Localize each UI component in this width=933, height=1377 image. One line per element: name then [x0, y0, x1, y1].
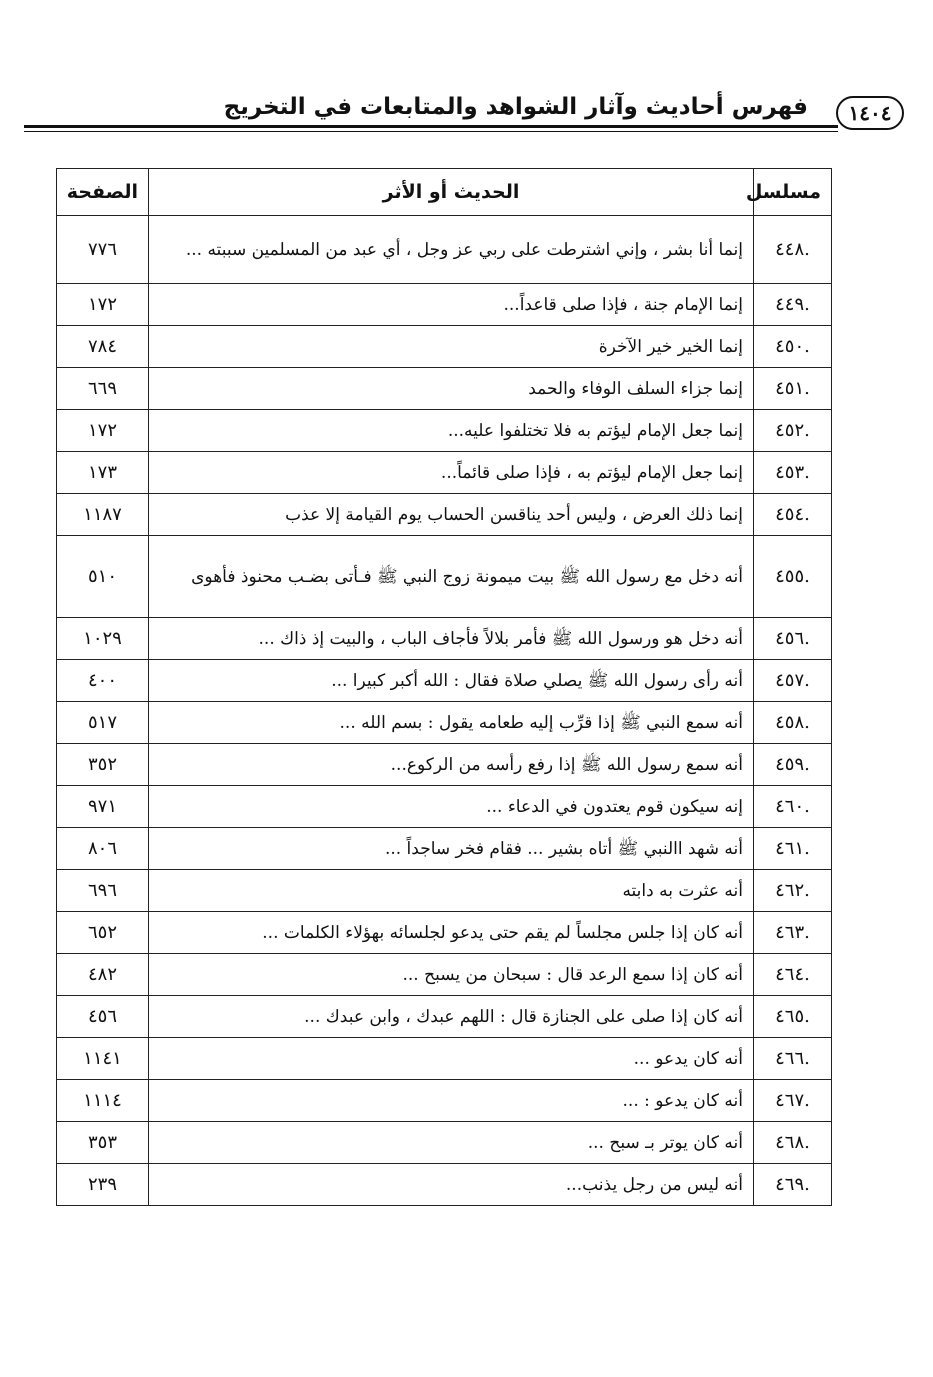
row-text: أنه كان إذا صلى على الجنازة قال : اللهم عبدك ، وابن عبدك ... — [149, 996, 754, 1038]
row-page: ٦٦٩ — [57, 368, 149, 410]
table-row — [57, 702, 832, 744]
row-text: أنه كان يدعو ... — [149, 1038, 754, 1080]
row-text: أنه سمع رسول الله ﷺ إذا رفع رأسه من الركوع... — [149, 744, 754, 786]
table-row — [57, 660, 832, 702]
row-serial: .٤٦٢ — [754, 870, 832, 912]
row-text: أنه سمع النبي ﷺ إذا قرِّب إليه طعامه يقول : بسم الله ... — [149, 702, 754, 744]
row-serial: .٤٦٦ — [754, 1038, 832, 1080]
row-page: ١١٨٧ — [57, 494, 149, 536]
row-page: ٣٥٣ — [57, 1122, 149, 1164]
table-row — [57, 452, 832, 494]
row-text: إنما الإمام جنة ، فإذا صلى قاعداً... — [149, 284, 754, 326]
row-page: ١٧٢ — [57, 410, 149, 452]
row-page: ٥١٠ — [57, 536, 149, 618]
row-text: أنه كان إذا جلس مجلساً لم يقم حتى يدعو لجلسائه بهؤلاء الكلمات ... — [149, 912, 754, 954]
header-rule-thin — [24, 131, 838, 132]
row-serial: .٤٥٥ — [754, 536, 832, 618]
row-serial: .٤٤٩ — [754, 284, 832, 326]
column-header-serial: مسلسل — [754, 169, 832, 216]
row-page: ٦٩٦ — [57, 870, 149, 912]
row-serial: .٤٥٩ — [754, 744, 832, 786]
row-text: أنه كان يدعو : ... — [149, 1080, 754, 1122]
table-row — [57, 1080, 832, 1122]
hadith-index-table — [56, 168, 832, 1206]
row-text: أنه رأى رسول الله ﷺ يصلي صلاة فقال : الله أكبر كبيرا ... — [149, 660, 754, 702]
row-page: ٨٠٦ — [57, 828, 149, 870]
page-number-badge: ١٤٠٤ — [836, 96, 904, 130]
table-row — [57, 912, 832, 954]
row-serial: .٤٥٧ — [754, 660, 832, 702]
row-serial: .٤٦٣ — [754, 912, 832, 954]
table-row — [57, 284, 832, 326]
row-page: ١٠٢٩ — [57, 618, 149, 660]
row-serial: .٤٦١ — [754, 828, 832, 870]
row-page: ٤٥٦ — [57, 996, 149, 1038]
page-title: فهرس أحاديث وآثار الشواهد والمتابعات في التخريج — [223, 94, 808, 120]
row-page: ٤٨٢ — [57, 954, 149, 996]
row-text: أنه ليس من رجل يذنب... — [149, 1164, 754, 1206]
row-page: ٤٠٠ — [57, 660, 149, 702]
row-serial: .٤٦٤ — [754, 954, 832, 996]
row-text: إنما الخير خير الآخرة — [149, 326, 754, 368]
table-row — [57, 216, 832, 284]
row-page: ٥١٧ — [57, 702, 149, 744]
row-serial: .٤٥٣ — [754, 452, 832, 494]
row-page: ٢٣٩ — [57, 1164, 149, 1206]
column-header-text: الحديث أو الأثر — [149, 169, 754, 216]
table-row — [57, 1122, 832, 1164]
row-page: ١٧٣ — [57, 452, 149, 494]
table-row — [57, 368, 832, 410]
table-body — [57, 216, 832, 1206]
row-serial: .٤٦٠ — [754, 786, 832, 828]
table-row — [57, 536, 832, 618]
table-row — [57, 870, 832, 912]
row-serial: .٤٦٨ — [754, 1122, 832, 1164]
table-row — [57, 1038, 832, 1080]
row-serial: .٤٥٢ — [754, 410, 832, 452]
row-serial: .٤٥٤ — [754, 494, 832, 536]
row-page: ٦٥٢ — [57, 912, 149, 954]
row-text: أنه دخل هو ورسول الله ﷺ فأمر بلالاً فأجاف الباب ، والبيت إذ ذاك ... — [149, 618, 754, 660]
table-row — [57, 410, 832, 452]
table-row — [57, 954, 832, 996]
row-page: ٧٧٦ — [57, 216, 149, 284]
row-text: إنما جعل الإمام ليؤتم به فلا تختلفوا عليه... — [149, 410, 754, 452]
table-row — [57, 744, 832, 786]
row-text: إنما ذلك العرض ، وليس أحد يناقسن الحساب يوم القيامة إلا عذب — [149, 494, 754, 536]
row-text: إنما جعل الإمام ليؤتم به ، فإذا صلى قائماً... — [149, 452, 754, 494]
row-text: أنه عثرت به دابته — [149, 870, 754, 912]
row-serial: .٤٦٩ — [754, 1164, 832, 1206]
row-text: أنه كان إذا سمع الرعد قال : سبحان من يسبح ... — [149, 954, 754, 996]
row-serial: .٤٦٥ — [754, 996, 832, 1038]
row-serial: .٤٤٨ — [754, 216, 832, 284]
row-text: أنه شهد االنبي ﷺ أتاه بشير ... فقام فخر ساجداً ... — [149, 828, 754, 870]
header-rule-thick — [24, 125, 838, 128]
row-page: ١٧٢ — [57, 284, 149, 326]
row-page: ٣٥٢ — [57, 744, 149, 786]
row-text: إنما أنا بشر ، وإني اشترطت على ربي عز وجل ، أي عبد من المسلمين سببته ... — [149, 216, 754, 284]
row-page: ٧٨٤ — [57, 326, 149, 368]
table-row — [57, 1164, 832, 1206]
row-serial: .٤٥٦ — [754, 618, 832, 660]
row-serial: .٤٥١ — [754, 368, 832, 410]
table-row — [57, 786, 832, 828]
row-page: ١١٤١ — [57, 1038, 149, 1080]
row-page: ٩٧١ — [57, 786, 149, 828]
row-serial: .٤٦٧ — [754, 1080, 832, 1122]
row-serial: .٤٥٠ — [754, 326, 832, 368]
row-page: ١١١٤ — [57, 1080, 149, 1122]
page-header — [24, 92, 904, 138]
row-text: أنه كان يوتر بـ سبح ... — [149, 1122, 754, 1164]
table-row — [57, 618, 832, 660]
row-serial: .٤٥٨ — [754, 702, 832, 744]
table-row — [57, 996, 832, 1038]
row-text: إنما جزاء السلف الوفاء والحمد — [149, 368, 754, 410]
column-header-page: الصفحة — [57, 169, 149, 216]
row-text: إنه سيكون قوم يعتدون في الدعاء ... — [149, 786, 754, 828]
table-header-row — [57, 169, 832, 216]
table-row — [57, 494, 832, 536]
row-text: أنه دخل مع رسول الله ﷺ بيت ميمونة زوج النبي ﷺ فـأتى بضـب محنوذ فأهوى — [149, 536, 754, 618]
table-row — [57, 828, 832, 870]
table-row — [57, 326, 832, 368]
